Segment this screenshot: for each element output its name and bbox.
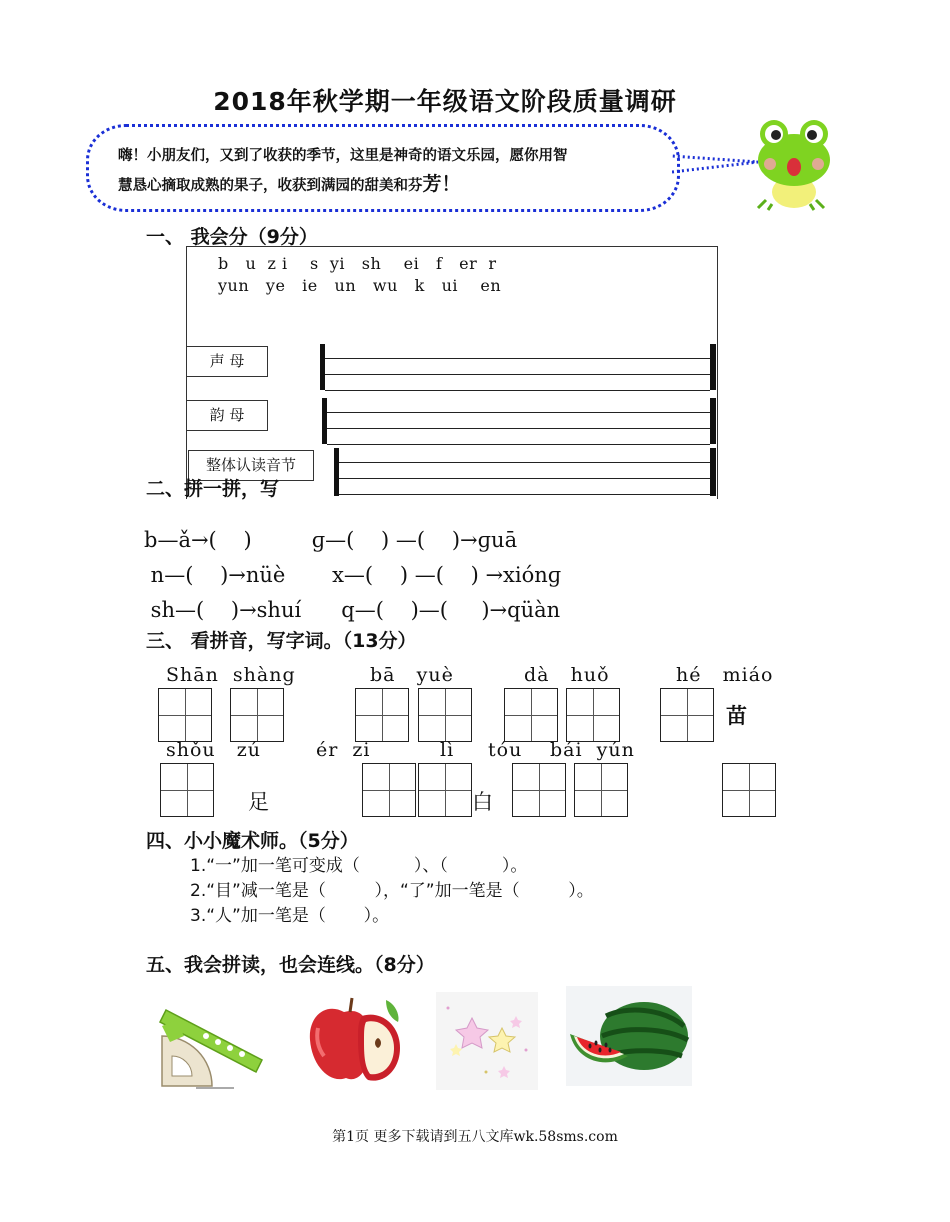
writing-line	[327, 412, 710, 413]
char-zu: 足	[248, 790, 269, 814]
section4-heading: 四、小小魔术师。（5分）	[146, 830, 359, 852]
bubble-tail	[672, 150, 762, 180]
pinyin-li: lì	[440, 739, 455, 761]
writing-line	[327, 444, 710, 445]
pinyin-tou: tóu	[488, 739, 523, 761]
pinyin-dahuo: dà huǒ	[524, 664, 610, 686]
writing-grid[interactable]	[418, 688, 472, 742]
writing-line	[325, 390, 710, 391]
apple-image	[304, 994, 410, 1086]
magic-item-3: 3.“人”加一笔是（ ）。	[190, 906, 390, 926]
pinyin-row-1: b u z i s yi sh ei f er r	[218, 254, 497, 273]
pinyin-erzi: ér zi	[316, 739, 371, 761]
frog-icon	[752, 112, 836, 212]
writing-grid[interactable]	[158, 688, 212, 742]
writing-grid[interactable]	[722, 763, 776, 817]
writing-line	[325, 358, 710, 359]
writing-grid[interactable]	[512, 763, 566, 817]
line-bar-left-1	[320, 344, 325, 390]
section5-heading: 五、我会拼读，也会连线。（8分）	[146, 954, 435, 976]
spelling-line-1: b—ǎ→( ) ɡ—( ) —( )→ɡuā	[144, 528, 518, 552]
page-title: 2018年秋学期一年级语文阶段质量调研	[213, 87, 677, 116]
line-bar-right-2	[710, 398, 716, 444]
writing-grid[interactable]	[504, 688, 558, 742]
label-shengmu: 声 母	[186, 346, 268, 377]
label-yunmu: 韵 母	[186, 400, 268, 431]
spelling-line-3: sh—( )→shuí q—( )—( )→qüàn	[144, 598, 561, 622]
writing-line	[339, 494, 710, 495]
writing-line	[339, 478, 710, 479]
writing-grid[interactable]	[160, 763, 214, 817]
writing-grid[interactable]	[362, 763, 416, 817]
writing-grid[interactable]	[355, 688, 409, 742]
ruler-image	[156, 996, 268, 1092]
pinyin-row-2: yun ye ie un wu k ui en	[218, 276, 502, 295]
line-bar-right-3	[710, 448, 716, 496]
label-zhengti: 整体认读音节	[188, 450, 314, 481]
writing-line	[327, 428, 710, 429]
section1-heading: 一、 我会分（9分）	[146, 226, 318, 248]
writing-grid[interactable]	[230, 688, 284, 742]
pinyin-shouzu: shǒu zú	[166, 739, 262, 761]
pinyin-baiyun: bái yún	[550, 739, 635, 761]
writing-line	[325, 374, 710, 375]
magic-item-1: 1.“一”加一笔可变成（ ）、（ ）。	[190, 856, 528, 876]
magic-item-2: 2.“目”减一笔是（ ），“了”加一笔是（ ）。	[190, 881, 594, 901]
pinyin-shanshang: Shān shàng	[166, 664, 296, 686]
char-bai: 白	[472, 790, 493, 814]
intro-line-2-end: 芳！	[422, 173, 461, 195]
line-bar-left-2	[322, 398, 327, 444]
writing-grid[interactable]	[660, 688, 714, 742]
pinyin-hemiao: hé miáo	[676, 664, 774, 686]
writing-grid[interactable]	[418, 763, 472, 817]
pinyin-bayue: bā yuè	[370, 664, 454, 686]
intro-line-2: 慧恳心摘取成熟的果子，收获到满园的甜美和芬	[118, 178, 423, 194]
section3-heading: 三、 看拼音，写字词。（13分）	[146, 630, 417, 652]
writing-grid[interactable]	[566, 688, 620, 742]
stars-image	[436, 992, 538, 1090]
line-bar-left-3	[334, 448, 339, 496]
intro-line-1: 嗨！小朋友们，又到了收获的季节，这里是神奇的语文乐园，愿你用智	[118, 148, 568, 164]
writing-line	[339, 462, 710, 463]
page-footer: 第1页 更多下载请到五八文库wk.58sms.com	[332, 1129, 618, 1145]
line-bar-right-1	[710, 344, 716, 390]
watermelon-image	[566, 986, 692, 1086]
char-miao: 苗	[726, 704, 747, 728]
spelling-line-2: n—( )→nüè x—( ) —( ) →xiónɡ	[144, 563, 562, 587]
intro-text	[118, 142, 658, 200]
writing-grid[interactable]	[574, 763, 628, 817]
section2-heading: 二、拼一拼，写	[146, 478, 280, 500]
